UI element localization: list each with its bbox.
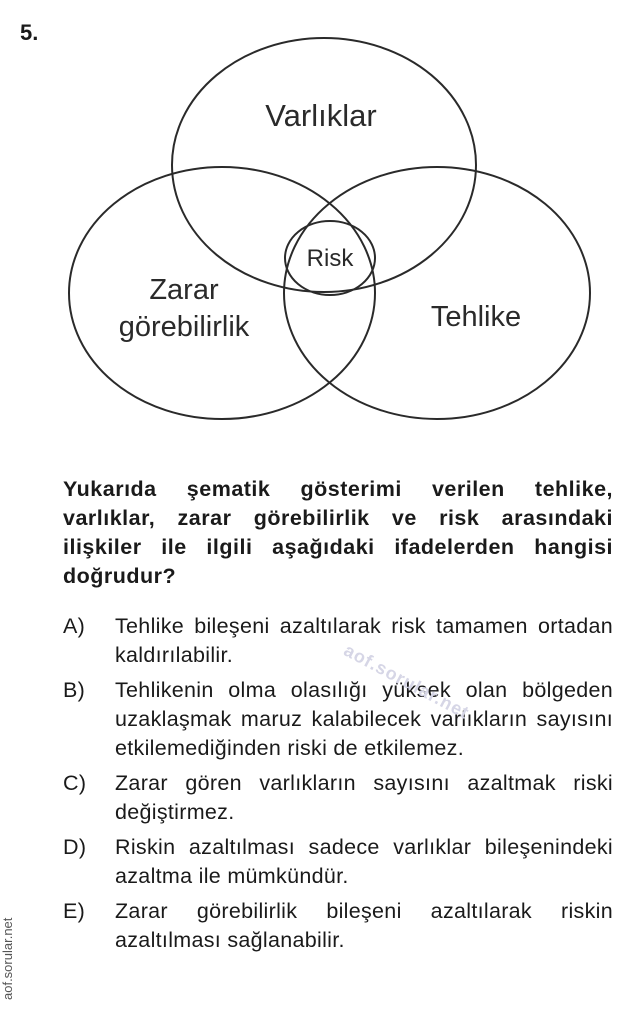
venn-diagram xyxy=(0,0,635,440)
question-text: Yukarıda şematik gösterimi verilen tehlike, varlıklar, zarar görebilirlik ve risk arasındaki ilişkiler ile ilgili aşağıdaki ifadelerden hangisi doğrudur? xyxy=(63,477,613,588)
option-a[interactable] xyxy=(63,612,613,670)
label-gorebilirlik: görebilirlik xyxy=(118,311,250,343)
option-c[interactable] xyxy=(63,769,613,827)
question-number: 5. xyxy=(20,20,39,45)
side-watermark: aof.sorular.net xyxy=(0,917,15,1000)
option-letter: A) xyxy=(63,614,86,638)
label-zarar: Zarar xyxy=(149,274,219,306)
option-text: Zarar gören varlıkların sayısını azaltmak riski değiştirmez. xyxy=(115,771,613,824)
option-text: Zarar görebilirlik bileşeni azaltılarak riskin azaltılması sağlanabilir. xyxy=(115,899,613,952)
option-d[interactable] xyxy=(63,833,613,891)
label-varliklar: Varlıklar xyxy=(265,98,377,133)
option-text: Riskin azaltılması sadece varlıklar bileşenindeki azaltma ile mümkündür. xyxy=(115,835,613,888)
option-letter: D) xyxy=(63,835,87,859)
option-b[interactable] xyxy=(63,676,613,763)
watermark: aof.sorular.net xyxy=(340,640,473,723)
answer-options xyxy=(63,612,613,961)
option-letter: B) xyxy=(63,678,86,702)
option-e[interactable] xyxy=(63,897,613,955)
option-letter: E) xyxy=(63,899,86,923)
option-text: Tehlike bileşeni azaltılarak risk tamamen ortadan kaldırılabilir. xyxy=(115,614,613,667)
label-tehlike: Tehlike xyxy=(430,301,522,333)
label-risk: Risk xyxy=(306,245,354,272)
option-letter: C) xyxy=(63,771,87,795)
option-text: Tehlikenin olma olasılığı yüksek olan bölgeden uzaklaşmak maruz kalabilecek varlıkların sayısını etkilemediğinden riski de etkilemez. xyxy=(115,678,613,760)
